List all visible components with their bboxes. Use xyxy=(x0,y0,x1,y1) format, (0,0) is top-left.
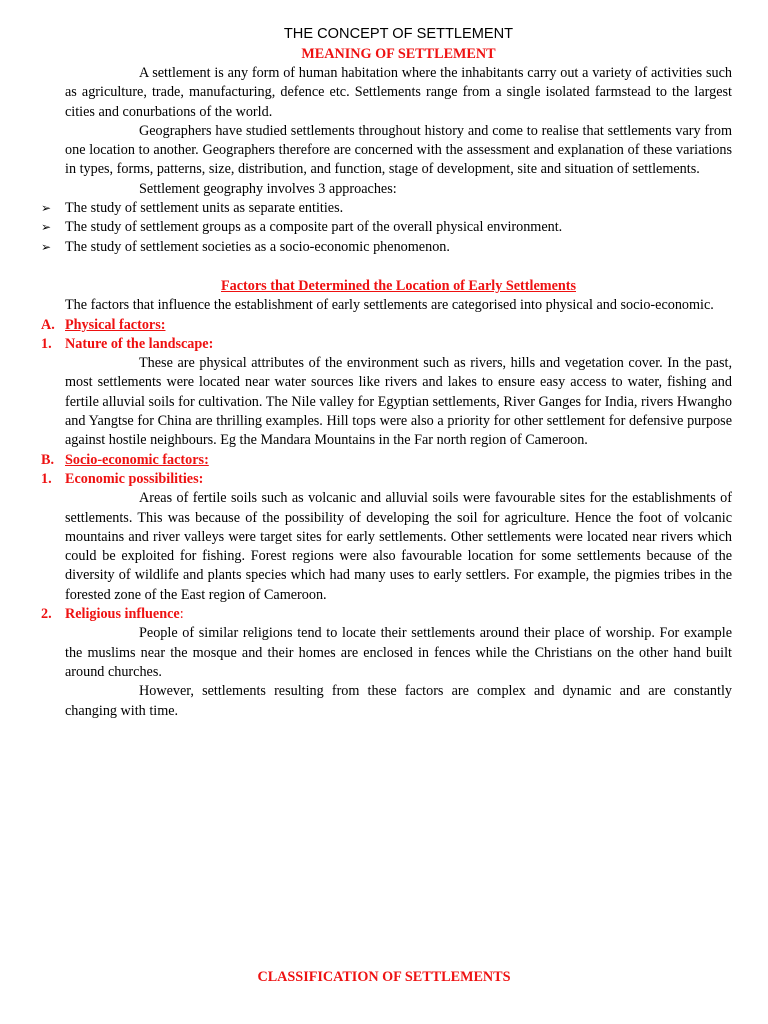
economic-marker: 1. xyxy=(41,470,52,487)
religious-label: Religious influence xyxy=(65,606,180,623)
intro-paragraph-1: A settlement is any form of human habitation where the inhabitants carry out a variety of activities such as agriculture, trade, manufacturing, defence etc. Settlements range from a single isolated farmstead to the largest cities and conurbations of the world. xyxy=(65,65,732,120)
economic-paragraph: Areas of fertile soils such as volcanic and alluvial soils were favourable sites for the establishments of settlements. This was because of the possibility of developing the soil for agriculture. Hence the foot of volcanic mountains and river valleys were target sites for early settlements. Other settlements were located near rivers which could be exploited for fishing. Forest regions were also favourable location for some settlements because of the diversity of wildlife and plants species which had many uses to early settlers. For example, the pigmies tribes in the forested zone of the East region of Cameroon. xyxy=(65,490,732,603)
section-a-marker: A. xyxy=(41,316,55,333)
section-b-heading xyxy=(41,451,732,470)
approaches-list xyxy=(41,199,732,257)
landscape-marker: 1. xyxy=(41,335,52,352)
approach-text: The study of settlement groups as a composite part of the overall physical environment. xyxy=(65,219,563,236)
economic-heading xyxy=(41,470,732,489)
page-title: THE CONCEPT OF SETTLEMENT xyxy=(283,26,514,42)
intro-paragraph-2: Geographers have studied settlements throughout history and come to realise that settlements vary from one location to another. Geographers therefore are concerned with the assessment and explanation of these variations in types, forms, patterns, size, distribution, and function, stage of development, site and situation of settlements. xyxy=(65,122,732,178)
classification-heading: CLASSIFICATION OF SETTLEMENTS xyxy=(257,969,511,985)
intro-paragraph-3: Settlement geography involves 3 approaches: xyxy=(139,180,397,197)
conclusion-paragraph: However, settlements resulting from these factors are complex and dynamic and are constantly changing with time. xyxy=(65,683,732,719)
list-item xyxy=(41,199,732,218)
blank-line xyxy=(65,257,732,276)
list-item xyxy=(41,238,732,257)
section-a-heading xyxy=(41,316,732,335)
page-content xyxy=(41,25,732,721)
section-b-marker: B. xyxy=(41,451,55,468)
religious-colon: : xyxy=(179,606,184,623)
meaning-heading: MEANING OF SETTLEMENT xyxy=(301,46,496,62)
landscape-heading xyxy=(41,335,732,354)
section-b-label: Socio-economic factors: xyxy=(65,451,209,468)
factors-intro: The factors that influence the establishment of early settlements are categorised into physical and socio-economic. xyxy=(65,297,714,314)
landscape-label: Nature of the landscape: xyxy=(65,335,214,352)
section-a-label: Physical factors: xyxy=(65,316,166,333)
list-item xyxy=(41,218,732,237)
arrowhead-bullet-icon: ➢ xyxy=(41,220,52,235)
approach-text: The study of settlement units as separate entities. xyxy=(65,200,344,217)
approach-text: The study of settlement societies as a socio-economic phenomenon. xyxy=(65,238,450,255)
factors-heading: Factors that Determined the Location of Early Settlements xyxy=(221,278,576,295)
religious-paragraph: People of similar religions tend to locate their settlements around their place of worship. For example the muslims near the mosque and their homes are enclosed in fences while the Christians on the other hand built around churches. xyxy=(65,625,732,680)
religious-marker: 2. xyxy=(41,606,52,623)
arrowhead-bullet-icon: ➢ xyxy=(41,201,52,216)
arrowhead-bullet-icon: ➢ xyxy=(41,239,52,254)
religious-heading xyxy=(41,605,732,624)
economic-label: Economic possibilities: xyxy=(65,470,204,487)
landscape-paragraph: These are physical attributes of the environment such as rivers, hills and vegetation cover. In the past, most settlements were located near water sources like rivers and lakes to ensure easy access to water, fishing and fertile alluvial soils for cultivation. The Nile valley for Egyptian settlements, River Ganges for India, rivers Hwangho and Yangtse for China are thrilling examples. Hill tops were also a priority for other settlement for defensive purpose against hostile neighbours. Eg the Mandara Mountains in the Far north region of Cameroon. xyxy=(65,355,732,449)
